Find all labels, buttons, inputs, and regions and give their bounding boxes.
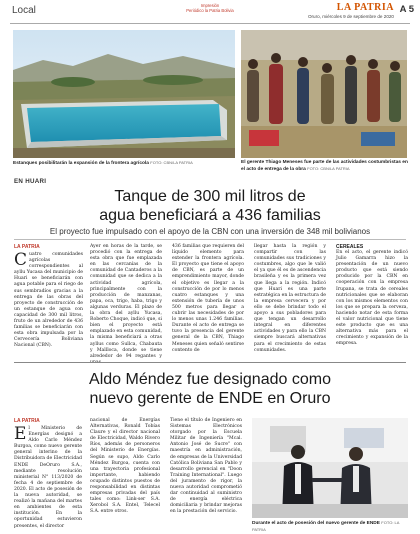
photo-credit: FOTO: CBN/LA PATRIA bbox=[307, 165, 350, 171]
drop-cap: E bbox=[14, 424, 27, 444]
story-column-3: Tiene el título de Ingeniero en Sistemas Electrónicos otorgado por la Escuela Militar de Ingeniería "Mcal. Antonio José de Sucre" con maestría en administración, de empresas de la Universidad Católica Boliviana San Pablo y desarrollo gerencial en "Doon Training International". Luego del juramento de rigor, la nueva autoridad comprometió dar continuidad al suministro de energía eléctrica domiciliaria y brindar mejoras en la prestación del servicio. bbox=[170, 418, 243, 515]
photo-caption-ceremony bbox=[241, 160, 409, 172]
photo-credit: FOTO: LA PATRIA bbox=[252, 520, 400, 532]
caption-text: El gerente Thiago Meneses fue parte de las actividades costumbristas en el acto de entrega de la obra bbox=[241, 160, 408, 172]
print-notice-line1: Impresión bbox=[200, 3, 220, 8]
photo-ceremony bbox=[241, 30, 407, 158]
column-text: uatro comunidades agrícolas correspondientes al ayllu Yucasa del municipio de Huari se beneficiarán con agua potable para el riego de sus sembradíos gracias a la entrega de las obras del proyecto de construcción de un estanque de agua con capacidad de 300 mil litros, fruto de un alrededor de 436 familias se beneficiarán con esta obra impulsada por la Cervecería Boliviana Nacional (CBN). bbox=[14, 252, 83, 349]
photo-ende-ceremony bbox=[252, 418, 408, 518]
story-divider bbox=[14, 239, 406, 240]
print-notice-line2: Periódico la Patria Bolivia bbox=[186, 8, 234, 13]
caption-text: Estanques posibilitarán la expansión de la frontera agrícola bbox=[13, 161, 149, 166]
header-divider bbox=[10, 23, 410, 24]
drop-cap: C bbox=[14, 250, 28, 270]
headline-line2: nuevo gerente de ENDE en Oruro bbox=[89, 390, 331, 407]
ende-ceremony-image bbox=[252, 418, 408, 518]
story-headline bbox=[20, 187, 400, 225]
story-source: LA PATRIA bbox=[14, 418, 40, 424]
section-title: Local bbox=[12, 5, 36, 16]
newspaper-brand: LA PATRIA bbox=[336, 2, 394, 13]
column-text: l Ministerio de Energías designó a Aldo Carlo Méndez Burgoa, como nuevo gerente general interino de la Distribuidora de Electricidad ENDE DeOruro S.A., mediante resolución ministerial N° 113/2020 de fecha 4 de septiembre de 2020. El acto de posesión de la nueva autoridad, se realizó la mañana del martes en ambientes de esta institución. En la oportunidad estuvieron presentes, el director bbox=[14, 426, 82, 529]
story-column-2: Ayer en horas de la tarde, se procedió con la entrega de esta obra que fue emplazada en las cercanías de la comunidad de Cantaderos a la comunidad que se dedica a la actividad agrícola, principalmente con la producción de manzanas, papa, oca, trigo, haba, trigo y algunas verduras. El plazo de la obra del ayllu Yucasa, Roberto Choque, indicó que, si bien el proyecto está emplazado en esta comunidad, la misma beneficiará a otras ayllus como Sullca, Chabauta y Mallloca, donde se tiene alrededor de 94 regantes y bbox=[90, 244, 162, 359]
story-deck: El proyecto fue impulsado con el apoyo de la CBN con una inversión de 348 mil bolivianos bbox=[49, 227, 371, 236]
story-kicker: EN HUARI bbox=[14, 178, 47, 185]
photo-caption-ende bbox=[252, 520, 410, 533]
headline-line2: agua beneficiará a 436 familias bbox=[99, 207, 321, 224]
story-column-1 bbox=[14, 252, 83, 356]
water-tank-image bbox=[13, 30, 235, 158]
story-column-3: 436 familias que requieren del líquido elemento para extender la frontera agrícola. El proyecto que tiene el apoyo de CBN, es parte de un emprendimiento mayor, donde el objetivo es llegar a la construcción de por lo menos cuatro estanques y una extensión de tubería de unos 500 metros para llegar a cubrir las necesidades de por lo menos unas 1.246 familias. Durante el acto de entrega se tuvo la presencia del gerente general de la CBN, Thiago Meneses quien señaló sentirse contento de bbox=[172, 244, 244, 353]
issue-date: Oruro, miércoles 9 de septiembre de 2020 bbox=[307, 14, 394, 19]
caption-text: Durante el acto de posesión del nuevo gerente de ENDE bbox=[252, 521, 380, 526]
story-column-4: llegar hasta la región y compartir con las comunidades sus tradiciones y costumbres, algo que le valió el ya que él es de ascendencia brasileña y es la primera vez que llega a la región. Indicó que Huari es una parte estratégica en la estructura de la empresa cervecera y por ello se debe brindar todo el apoyo a sus pobladores para que tengan un desarrollo integral en diferentes actividades y para ello la CBN siempre buscará alternativas para el crecimiento de estas comunidades. bbox=[254, 244, 326, 353]
story-column-2: nacional de Energías Alternativas, Ronald Tobías Claure y el director nacional de Electricidad, Waldo Rivero Ríos, además de personeros del Ministerio de Energías. Según se supo, Aldo Carlo Méndez Burgoa, cuenta con una trayectoria profesional importante, habiendo ocupado distintos puestos de responsabilidad en distintas empresas privadas del país tales como: Link-ser S.A. Xerobol S.A. Entel, Telecel S.A. entre otros. bbox=[90, 418, 160, 515]
photo-caption-water-tank bbox=[13, 160, 235, 167]
story-column-1 bbox=[14, 426, 82, 528]
headline-line1: Tanque de 300 mil litros de bbox=[114, 188, 306, 205]
print-notice bbox=[160, 3, 260, 13]
photo-water-tank bbox=[13, 30, 235, 158]
column-text: En el acto, el gerente indicó Julio Gamarra hizo la presentación de un nuevo producto que está siendo producido por la CBN en cooperación con la empresa Irupana, se trata de cereales nutricionales que se elaboran con los mismos elementos con los que se prepara la cerveza, haciendo notar de esta forma el valor nutricional que tiene este producto que es una alternativa más para el crecimiento y expansión de la empresa. bbox=[336, 250, 408, 347]
story-column-5 bbox=[336, 244, 408, 356]
story-separator bbox=[14, 362, 406, 363]
column-subhead: CEREALES bbox=[336, 244, 364, 250]
ceremony-image bbox=[241, 30, 407, 158]
page-number: A 5 bbox=[399, 4, 414, 15]
story-headline bbox=[20, 370, 400, 408]
photo-credit: FOTO: CBN/LA PATRIA bbox=[150, 160, 193, 165]
headline-line1: Aldo Méndez fue designado como bbox=[89, 371, 331, 388]
story-source: LA PATRIA bbox=[14, 244, 40, 250]
